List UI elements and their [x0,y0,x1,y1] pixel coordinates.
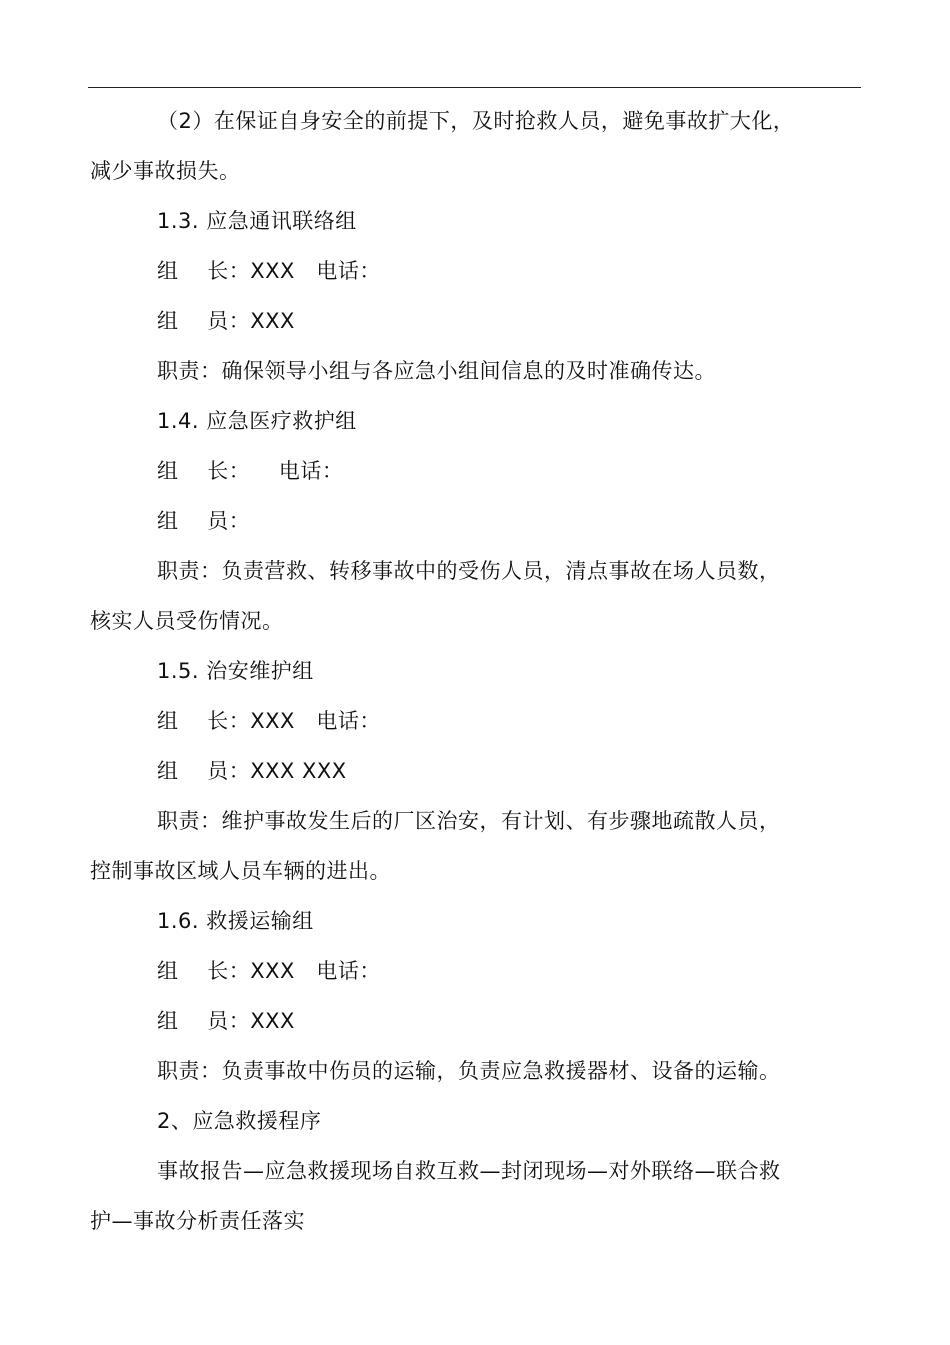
header-rule [88,87,861,88]
communication-duty: 职责：确保领导小组与各应急小组间信息的及时准确传达。 [157,359,716,383]
security-duty-line-1: 职责：维护事故发生后的厂区治安，有计划、有步骤地疏散人员， [157,809,781,833]
communication-leader: 组 长：XXX 电话： [157,259,381,283]
procedure-flow-line-2: 护—事故分析责任落实 [90,1209,305,1233]
communication-members: 组 员：XXX [157,309,295,333]
section-heading-procedure: 2、应急救援程序 [157,1109,322,1133]
paragraph-rescue-line-1: （2）在保证自身安全的前提下，及时抢救人员，避免事故扩大化， [157,109,795,133]
medical-duty-line-2: 核实人员受伤情况。 [90,609,284,633]
section-heading-medical: 1.4. 应急医疗救护组 [157,409,357,433]
medical-duty-line-1: 职责：负责营救、转移事故中的受伤人员，清点事故在场人员数， [157,559,781,583]
transport-leader: 组 长：XXX 电话： [157,959,381,983]
section-heading-security: 1.5. 治安维护组 [157,659,314,683]
section-heading-transport: 1.6. 救援运输组 [157,909,314,933]
medical-leader: 组 长： 电话： [157,459,344,483]
security-members: 组 员：XXX XXX [157,759,347,783]
transport-duty: 职责：负责事故中伤员的运输，负责应急救援器材、设备的运输。 [157,1059,781,1083]
medical-members: 组 员： [157,509,251,533]
security-leader: 组 长：XXX 电话： [157,709,381,733]
transport-members: 组 员：XXX [157,1009,295,1033]
paragraph-rescue-line-2: 减少事故损失。 [90,159,241,183]
procedure-flow-line-1: 事故报告—应急救援现场自救互救—封闭现场—对外联络—联合救 [157,1159,781,1183]
security-duty-line-2: 控制事故区域人员车辆的进出。 [90,859,391,883]
section-heading-communication: 1.3. 应急通讯联络组 [157,209,357,233]
